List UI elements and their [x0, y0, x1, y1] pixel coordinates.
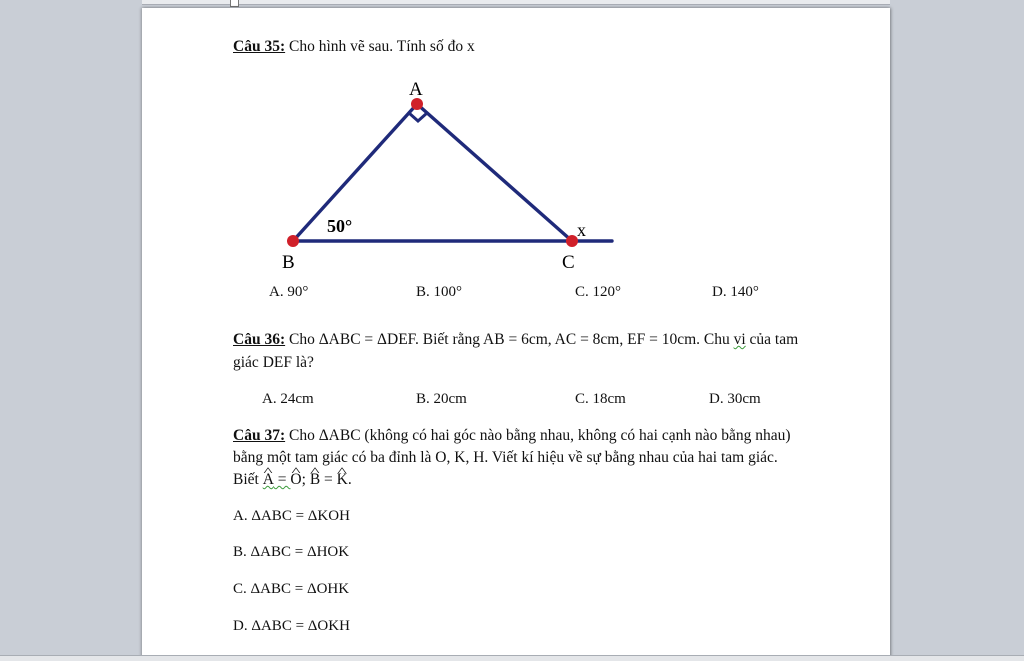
angle-o-hat: ^ O [290, 470, 301, 490]
q37-end: . [347, 471, 352, 488]
q37-option-b: B. ΔABC = ΔHOK [233, 544, 350, 560]
q37-eq-2: = [320, 471, 337, 488]
q37-sep: ; [301, 471, 310, 488]
q37-line-2: bằng một tam giác có ba đỉnh là O, K, H. Viết kí hiệu về sự bằng nhau của hai tam giác. [233, 449, 778, 466]
q37-option-d: D. ΔABC = ΔOKH [233, 618, 350, 634]
label-b: B [282, 252, 295, 273]
q35-option-d: D. 140° [712, 284, 759, 300]
document-page [142, 8, 890, 660]
q36-option-d: D. 30cm [709, 391, 761, 407]
label-c: C [562, 252, 575, 273]
side-ab [293, 104, 417, 241]
label-angle-x: x [577, 220, 586, 240]
q35-text: Cho hình vẽ sau. Tính số đo x [285, 38, 475, 55]
angle-k-hat: ^ K [337, 470, 348, 490]
point-b [287, 235, 299, 247]
q37-line-1 [233, 426, 791, 446]
q36-spellcheck-word: vi [733, 331, 746, 348]
q35-label: Câu 35: [233, 38, 286, 55]
q36-option-a: A. 24cm [262, 391, 314, 407]
q35-option-c: C. 120° [575, 284, 622, 300]
q35-heading [233, 37, 475, 57]
q36-line-1 [233, 330, 798, 350]
status-bar-edge [0, 655, 1024, 661]
label-a: A [409, 79, 423, 100]
q37-option-a: A. ΔABC = ΔKOH [233, 508, 350, 524]
label-angle-b: 50° [327, 216, 353, 236]
q35-option-b: B. 100° [416, 284, 463, 300]
q37-text-1: Cho ΔABC (không có hai góc nào bằng nhau, không có hai cạnh nào bằng nhau) [285, 427, 791, 444]
q37-label: Câu 37: [233, 427, 286, 444]
q36-option-b: B. 20cm [416, 391, 467, 407]
q37-text-3-prefix: Biết [233, 471, 263, 488]
side-ac [417, 104, 572, 241]
angle-a-hat: ^ A [263, 470, 274, 490]
right-angle-marker [409, 113, 427, 121]
q36-label: Câu 36: [233, 331, 286, 348]
q37-line-3 [233, 470, 352, 490]
horizontal-ruler[interactable] [142, 0, 890, 5]
q36-text-2: của tam [745, 331, 799, 348]
q36-line-2: giác DEF là? [233, 354, 314, 371]
q37-option-c: C. ΔABC = ΔOHK [233, 581, 350, 597]
triangle-figure [272, 73, 622, 273]
q35-option-a: A. 90° [269, 284, 309, 300]
q36-text-1: Cho ΔABC = ΔDEF. Biết rằng AB = 6cm, AC = 8cm, EF = 10cm. Chu [285, 331, 734, 348]
q37-eq-1: = [273, 471, 291, 488]
q36-option-c: C. 18cm [575, 391, 626, 407]
ruler-indent-marker[interactable] [230, 0, 239, 7]
angle-b-hat: ^ B [310, 470, 320, 490]
